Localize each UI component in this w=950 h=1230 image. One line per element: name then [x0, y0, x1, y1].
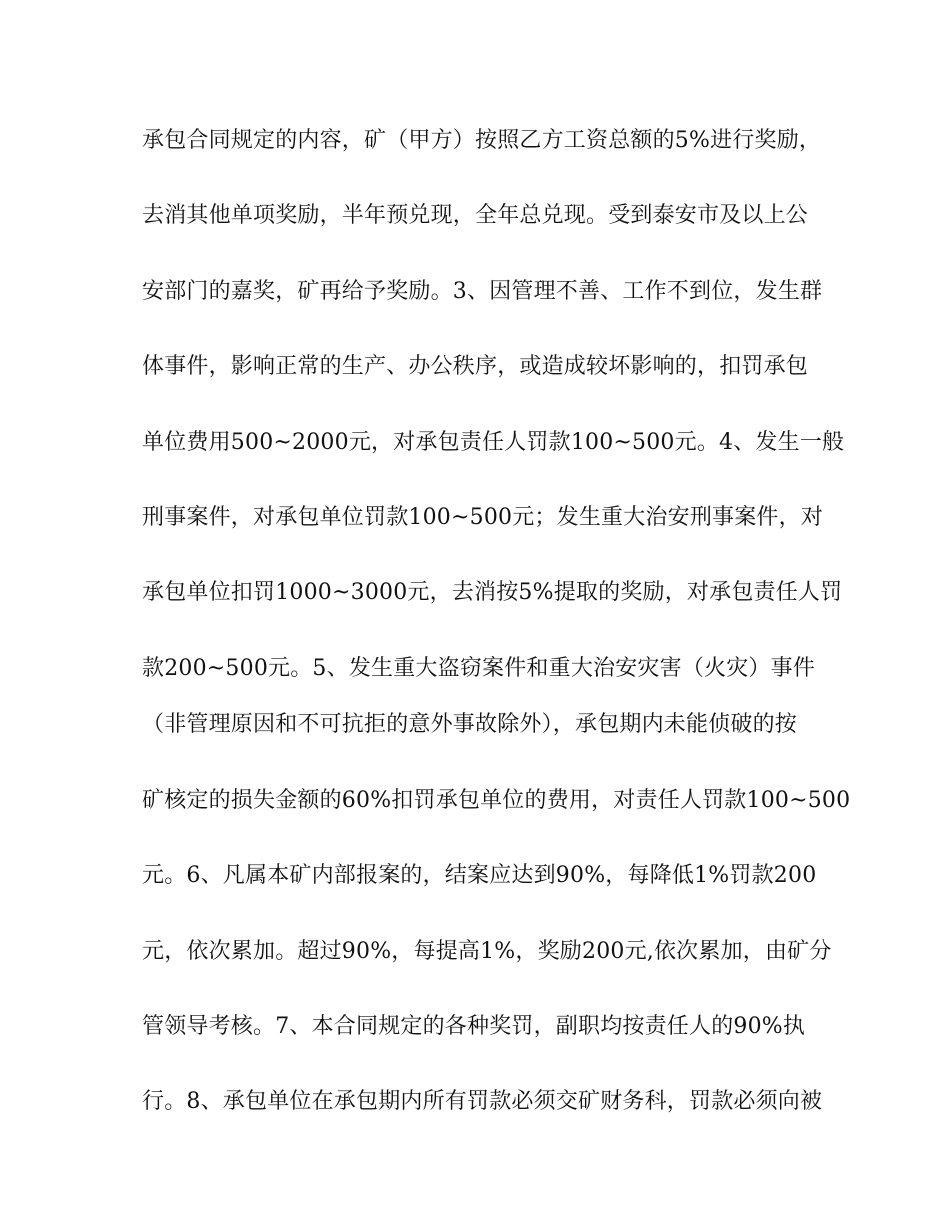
text-line: 承包合同规定的内容，矿（甲方）按照乙方工资总额的5%进行奖励，	[142, 128, 822, 153]
text-line: 元，依次累加。超过90%，每提高1%，奖励200元,依次累加，由矿分	[142, 939, 832, 964]
text-line: 行。8、承包单位在承包期内所有罚款必须交矿财务科，罚款必须向被	[142, 1089, 823, 1114]
text-line: 体事件，影响正常的生产、办公秩序，或造成较坏影响的，扣罚承包	[142, 354, 809, 379]
text-line: 刑事案件，对承包单位罚款100~500元；发生重大治安刑事案件，对	[142, 505, 824, 530]
text-line: 安部门的嘉奖，矿再给予奖励。3、因管理不善、工作不到位，发生群	[142, 279, 823, 304]
text-line: 元。6、凡属本矿内部报案的，结案应达到90%，每降低1%罚款200	[142, 863, 817, 888]
text-line: 款200~500元。5、发生重大盗窃案件和重大治安灾害（火灾）事件	[142, 656, 816, 681]
text-line: （非管理原因和不可抗拒的意外事故除外），承包期内未能侦破的按	[142, 712, 798, 737]
text-line: 单位费用500~2000元，对承包责任人罚款100~500元。4、发生一般	[142, 430, 845, 455]
text-line: 管领导考核。7、本合同规定的各种奖罚，副职均按责任人的90%执	[142, 1014, 806, 1039]
text-line: 承包单位扣罚1000~3000元，去消按5%提取的奖励，对承包责任人罚	[142, 580, 843, 605]
text-line: 去消其他单项奖励，半年预兑现，全年总兑现。受到泰安市及以上公	[142, 203, 809, 228]
text-line: 矿核定的损失金额的60%扣罚承包单位的费用，对责任人罚款100~500	[142, 788, 851, 813]
